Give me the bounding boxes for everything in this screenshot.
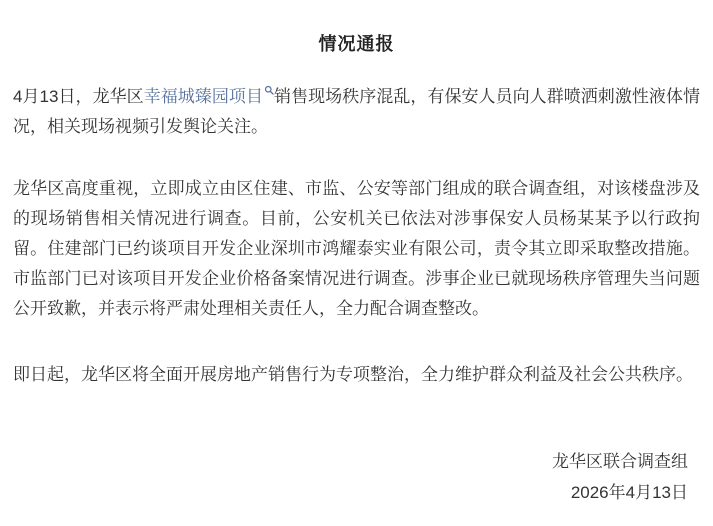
paragraph-incident xyxy=(13,82,700,142)
project-entity-link[interactable] xyxy=(144,87,274,106)
project-entity-link-label: 幸福城臻园项目 xyxy=(143,87,263,106)
paragraph-incident-rest: 销售现场秩序混乱，有保安人员向人群喷洒刺激性液体情况，相关现场视频引发舆论关注。 xyxy=(13,87,701,136)
paragraph-action: 即日起，龙华区将全面开展房地产销售行为专项整治，全力维护群众利益及社会公共秩序。 xyxy=(13,365,693,384)
signature-date: 2026年4月13日 xyxy=(570,483,688,502)
signature-block xyxy=(13,446,700,508)
notice-title: 情况通报 xyxy=(318,34,395,54)
paragraph-incident-lead: 4月13日，龙华区 xyxy=(13,87,144,106)
paragraph-investigation: 龙华区高度重视，立即成立由区住建、市监、公安等部门组成的联合调查组，对该楼盘涉及的现场销售相关情况进行调查。目前，公安机关已依法对涉事保安人员杨某某予以行政拘留。住建部门已约谈项目开发企业深圳市鸿耀泰实业有限公司，责令其立即采取整改措施。市监部门已对该项目开发企业价格备案情况进行调查。涉事企业已就现场秩序管理失当问题公开致歉，并表示将严肃处理相关责任人，全力配合调查整改。 xyxy=(13,179,700,318)
signature-org: 龙华区联合调查组 xyxy=(552,452,688,471)
search-icon xyxy=(264,85,274,95)
